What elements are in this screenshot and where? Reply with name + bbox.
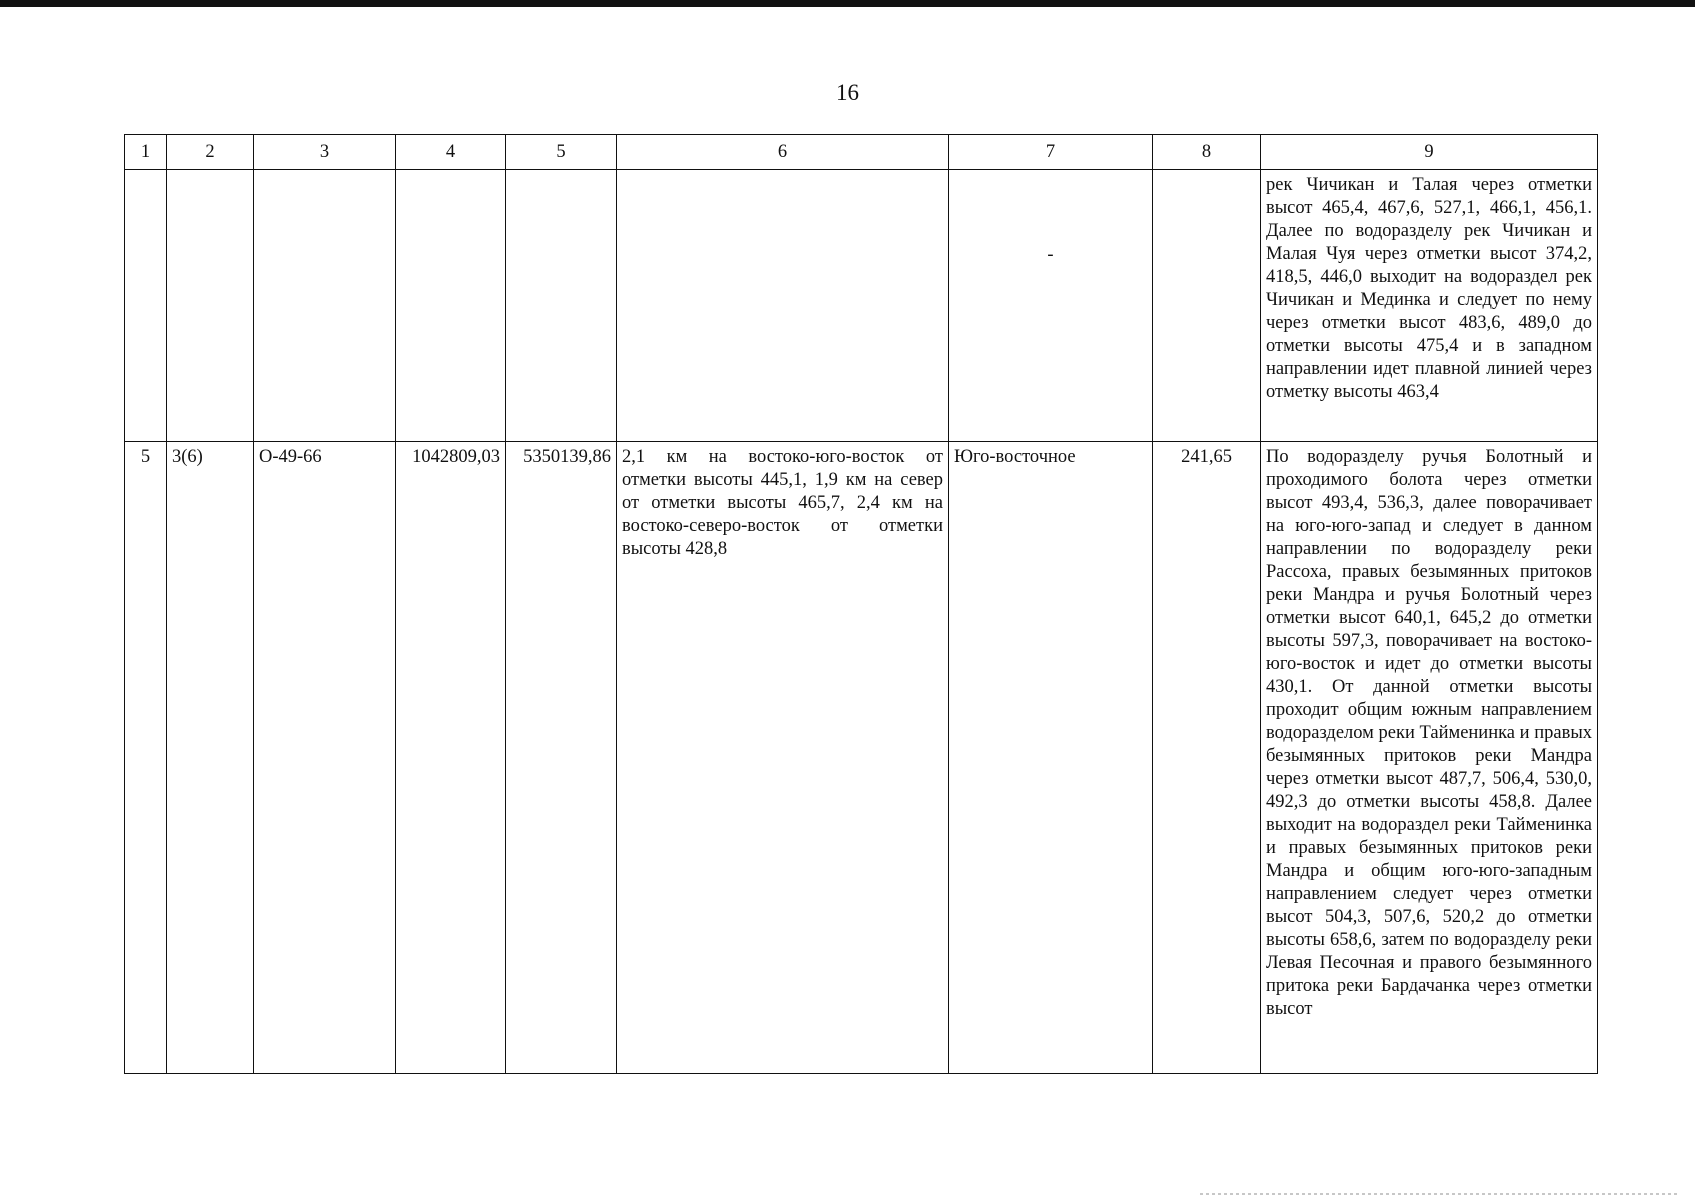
header-col-6: 6 (617, 135, 949, 170)
cell-empty (396, 170, 506, 442)
cell-number: 5 (125, 442, 167, 1074)
header-col-4: 4 (396, 135, 506, 170)
cell-col7-continuation (949, 170, 1153, 442)
cell-description: По водоразделу ручья Болотный и проходимого болота через отметки высот 493,4, 536,3, далее поворачивает на юго-юго-запад и следует в данном направлении по водоразделу реки Рассоха, правых безымянных притоков реки Мандра и ручья Болотный через отметки высот 640,1, 645,2 до отметки высоты 597,3, поворачивает на востоко-юго-восток и идет до отметки высоты 430,1. От данной отметки высоты проходит общим южным направлением водоразделом реки Тайменинка и правых безымянных притоков реки Мандра через отметки высот 487,7, 506,4, 530,0, 492,3 до отметки высоты 458,8. Далее выходит на водораздел реки Тайменинка и правых безымянных притоков реки Мандра и общим юго-юго-западным направлением следует через отметки высот 504,3, 507,6, 520,2 до отметки высоты 658,6, затем по водоразделу реки Левая Песочная и правого безымянного притока реки Бардачанка через отметки высот (1261, 442, 1598, 1074)
table-row-continuation (125, 170, 1598, 442)
cell-location: 2,1 км на востоко-юго-восток от отметки высоты 445,1, 1,9 км на север от отметки высоты 465,7, 2,4 км на востоко-северо-восток от отметки высоты 428,8 (617, 442, 949, 1074)
cell-description-continuation: рек Чичикан и Талая через отметки высот 465,4, 467,6, 527,1, 466,1, 456,1. Далее по водоразделу рек Чичикан и Малая Чуя через отметки высот 374,2, 418,5, 446,0 выходит на водораздел рек Чичикан и Мединка и следует по нему через отметки высот 483,6, 489,0 до отметки высоты 475,4 и в западном направлении идет плавной линией через отметку высоты 463,4 (1261, 170, 1598, 442)
cell-empty (125, 170, 167, 442)
table-row (125, 442, 1598, 1074)
top-border-rule (0, 0, 1695, 7)
cell-coordinate-x: 1042809,03 (396, 442, 506, 1074)
cell-empty (1153, 170, 1261, 442)
cell-map-sheet: О-49-66 (254, 442, 396, 1074)
cell-area: 241,65 (1153, 442, 1261, 1074)
header-col-8: 8 (1153, 135, 1261, 170)
page-number: 16 (836, 80, 859, 105)
cell-empty (254, 170, 396, 442)
scan-artifact (1200, 1193, 1680, 1195)
header-col-2: 2 (167, 135, 254, 170)
cell-code: 3(6) (167, 442, 254, 1074)
header-col-9: 9 (1261, 135, 1598, 170)
dash-mark: - (1047, 245, 1054, 265)
cell-coordinate-y: 5350139,86 (506, 442, 617, 1074)
cell-name: Юго-восточное (949, 442, 1153, 1074)
cell-empty (617, 170, 949, 442)
header-col-5: 5 (506, 135, 617, 170)
cell-empty (506, 170, 617, 442)
header-col-1: 1 (125, 135, 167, 170)
table-header-row (125, 135, 1598, 170)
boundary-table (124, 134, 1598, 1074)
header-col-3: 3 (254, 135, 396, 170)
header-col-7: 7 (949, 135, 1153, 170)
cell-empty (167, 170, 254, 442)
